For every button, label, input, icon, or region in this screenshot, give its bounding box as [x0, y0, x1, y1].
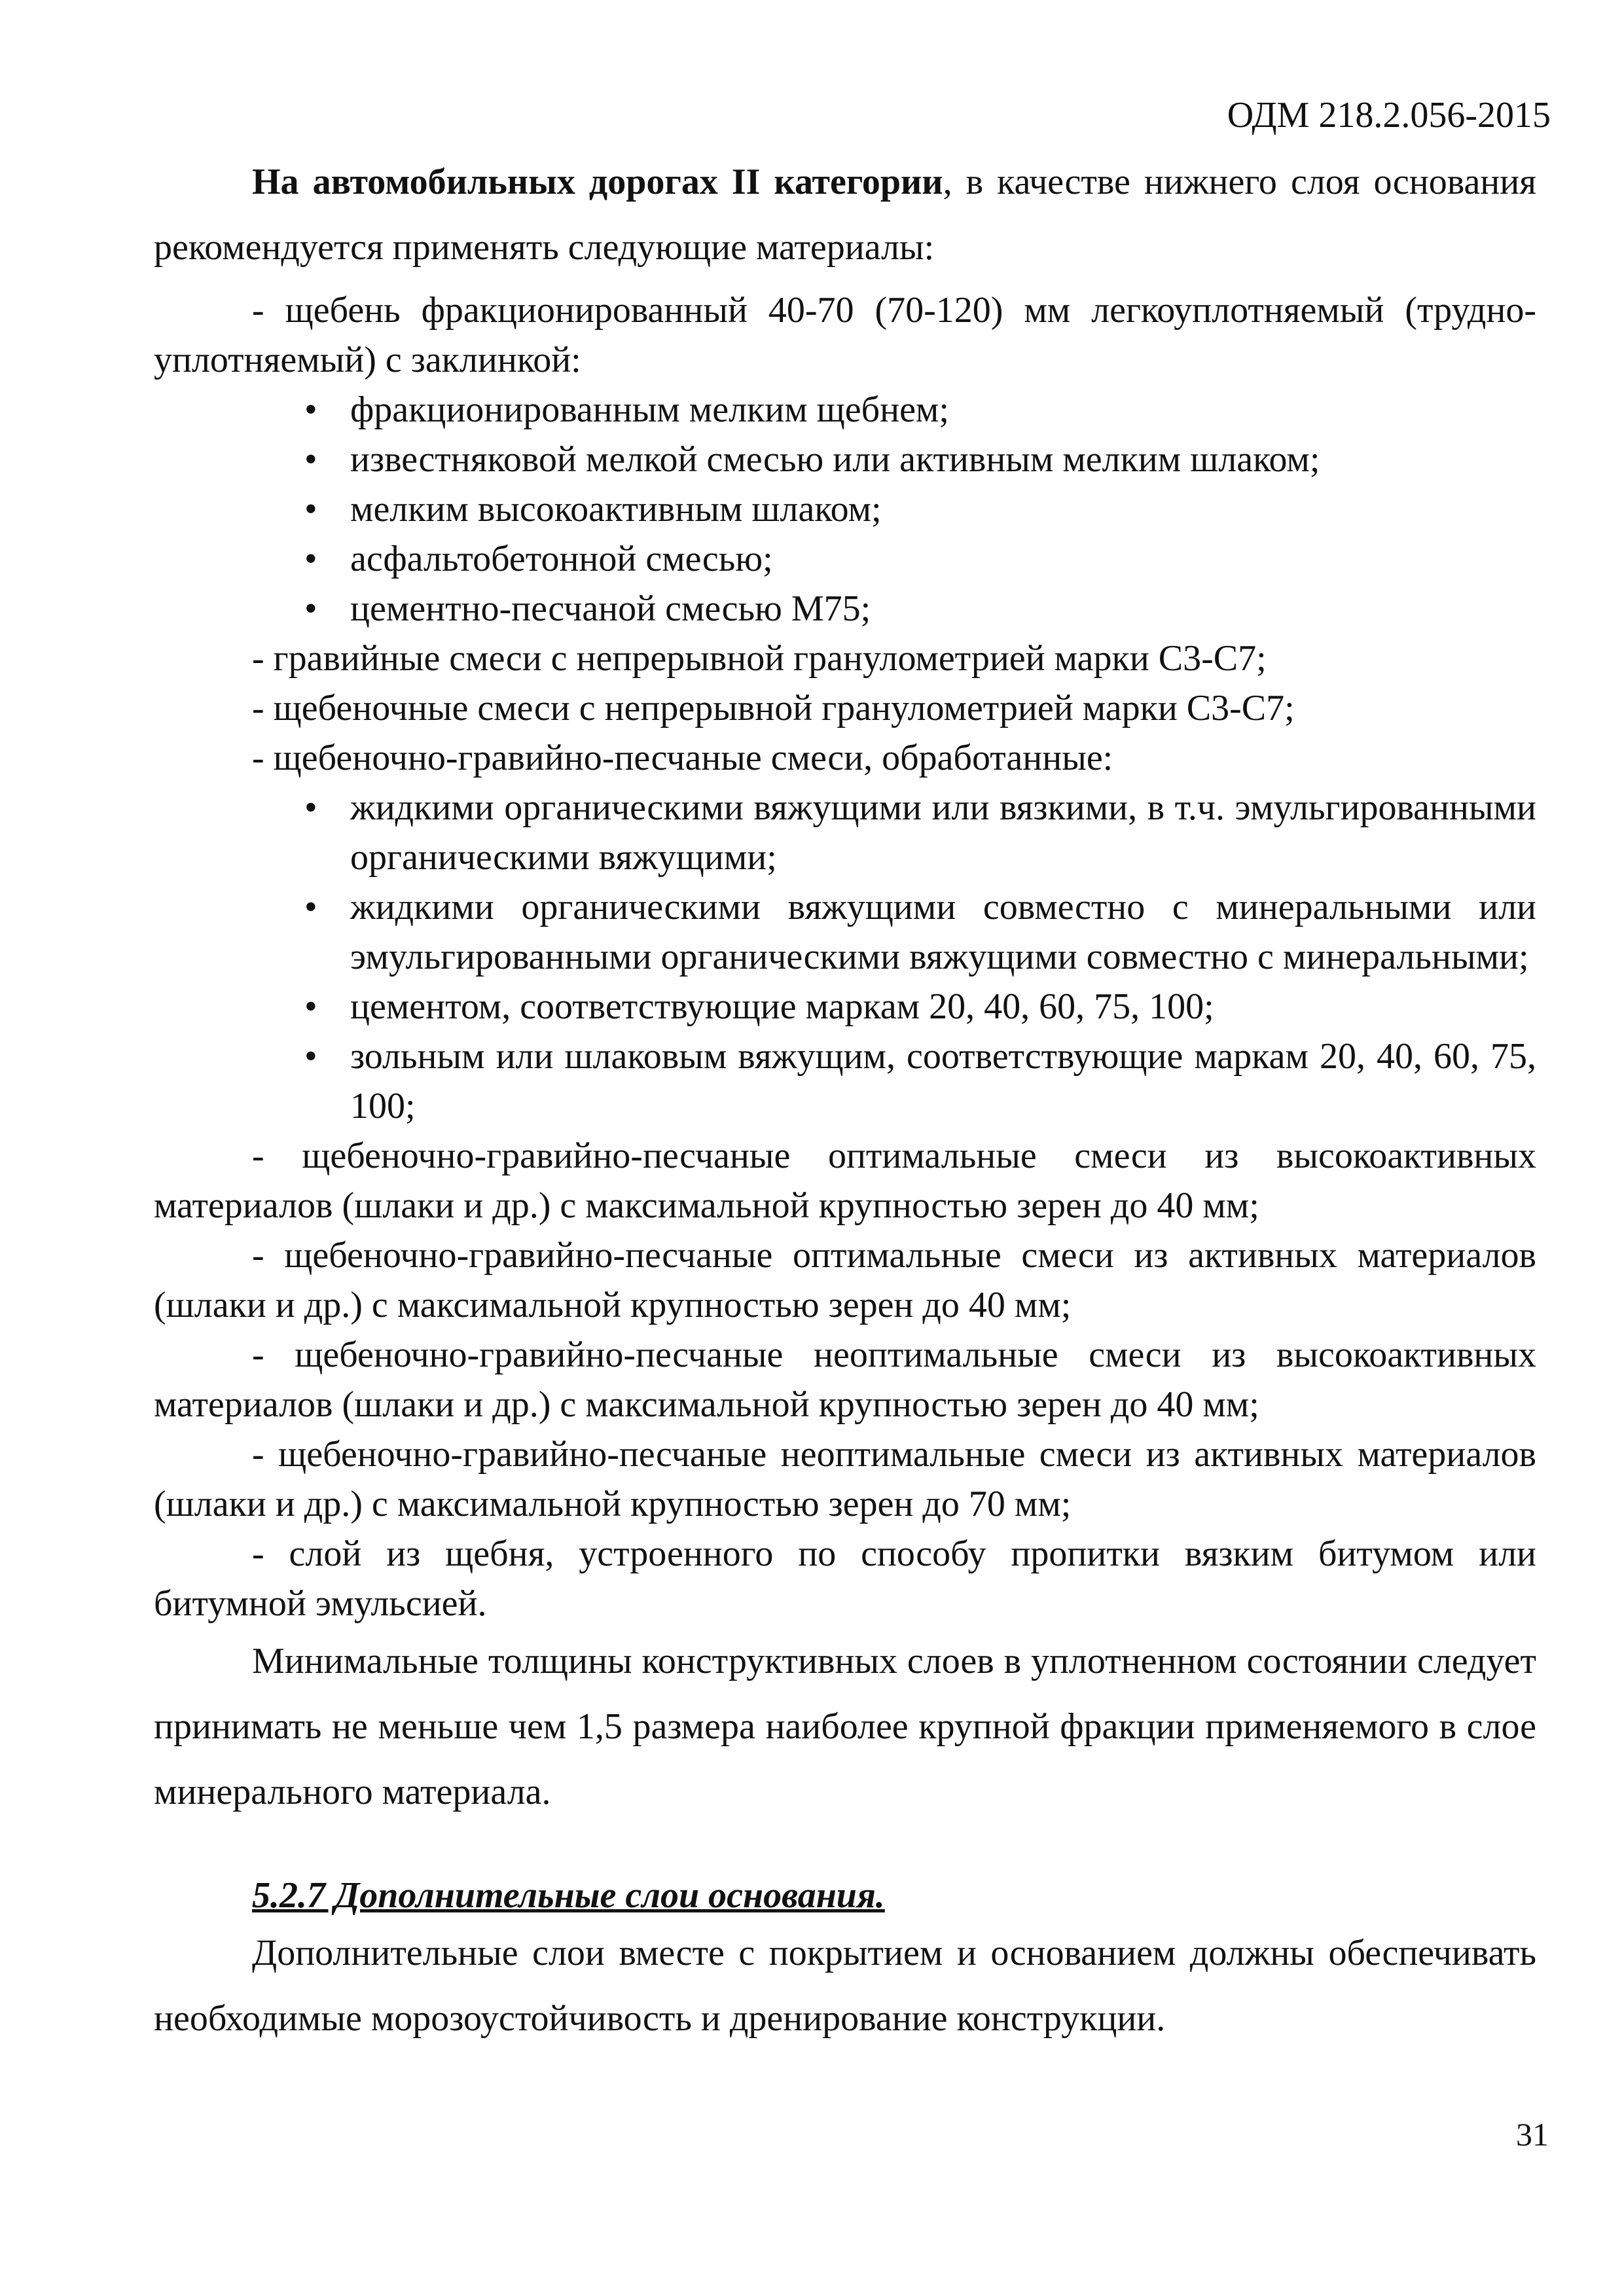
section-heading: 5.2.7 Дополнительные слои основания.	[252, 1875, 885, 1916]
optimal-mix-item: - щебеночно-гравийно-песчаные неоптимальные смеси из активных материалов (шлаки и др.) с максимальной крупностью зерен до 70 мм;	[154, 1434, 1536, 1524]
intro-text: , в качестве нижнего слоя основания рекомендуется применять следующие материалы:	[154, 162, 1536, 268]
optimal-mix-item: - слой из щебня, устроенного по способу пропитки вязким битумом или битумной эмульсией.	[154, 1534, 1536, 1624]
list-item: • мелким высокоактивным шлаком;	[350, 484, 1536, 534]
list-item: • зольным или шлаковым вяжущим, соответствующие маркам 20, 40, 60, 75, 100;	[350, 1031, 1536, 1131]
list-item: • фракционированным мелким щебнем;	[350, 385, 1536, 435]
list-item: • цементом, соответствующие маркам 20, 40, 60, 75, 100;	[350, 982, 1536, 1031]
page-number: 31	[1516, 2116, 1549, 2153]
list-item: • асфальтобетонной смесью;	[350, 534, 1536, 584]
list-item: • цементно-песчаной смесью М75;	[350, 584, 1536, 634]
intro-bold-text: На автомобильных дорогах II категории	[252, 162, 943, 202]
section-paragraph: Дополнительные слои вместе с покрытием и основанием должны обеспечивать необходимые морозоустойчивость и дренирование конструкции.	[154, 1933, 1536, 2039]
document-code: ОДМ 218.2.056-2015	[1227, 95, 1551, 135]
optimal-mix-item: - щебеночно-гравийно-песчаные оптимальные смеси из высокоактивных материалов (шлаки и др.) с максимальной крупностью зерен до 40 мм;	[154, 1136, 1536, 1226]
optimal-mix-item: - щебеночно-гравийно-песчаные неоптимальные смеси из высокоактивных материалов (шлаки и др.) с максимальной крупностью зерен до 40 мм;	[154, 1335, 1536, 1425]
intro-paragraph	[154, 149, 1536, 280]
treated-mix-bullets	[154, 783, 1536, 1131]
mix-item: - гравийные смеси с непрерывной гранулометрией марки С3-С7;	[252, 638, 1267, 679]
min-thickness-paragraph: Минимальные толщины конструктивных слоев в уплотненном состоянии следует принимать не меньше чем 1,5 размера наиболее крупной фракции применяемого в слое минерального материала.	[154, 1641, 1536, 1812]
crushed-stone-bullets	[154, 385, 1536, 634]
list-item: • жидкими органическими вяжущими или вязкими, в т.ч. эмульгированными органическими вяжущими;	[350, 783, 1536, 882]
mix-item: - щебеночно-гравийно-песчаные смеси, обработанные:	[252, 738, 1113, 778]
page-content	[154, 149, 1536, 2051]
list-item: • известняковой мелкой смесью или активным мелким шлаком;	[350, 435, 1536, 484]
list-item: • жидкими органическими вяжущими совместно с минеральными или эмульгированными органическими вяжущими совместно с минеральными;	[350, 882, 1536, 982]
mix-item: - щебеночные смеси с непрерывной гранулометрией марки С3-С7;	[252, 688, 1295, 728]
optimal-mix-item: - щебеночно-гравийно-песчаные оптимальные смеси из активных материалов (шлаки и др.) с максимальной крупностью зерен до 40 мм;	[154, 1235, 1536, 1325]
crushed-stone-item: - щебень фракционированный 40-70 (70-120) мм легкоуплотняемый (трудно-уплотняемый) с заклинкой:	[154, 290, 1536, 380]
